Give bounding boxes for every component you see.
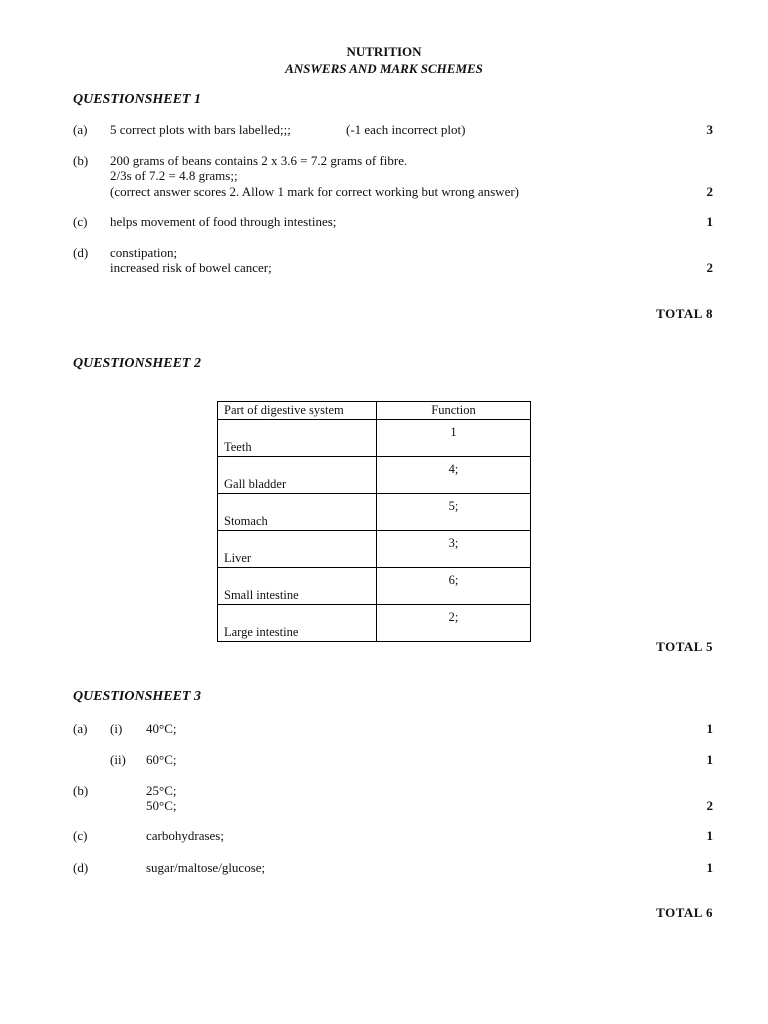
part-cell: Stomach (218, 494, 377, 531)
table-row (218, 457, 531, 494)
part-cell: Small intestine (218, 568, 377, 605)
questionsheet-3-heading: QUESTIONSHEET 3 (73, 689, 201, 704)
function-cell: 4; (377, 457, 531, 494)
q1-d-line-1: constipation; (110, 245, 178, 260)
table-row (218, 568, 531, 605)
q3-b-line-2: 50°C; (146, 798, 177, 813)
function-cell: 6; (377, 568, 531, 605)
q3-b-mark: 2 (706, 798, 713, 813)
q3-b-label: (b) (73, 783, 89, 798)
table-row (218, 605, 531, 642)
table-row (218, 531, 531, 568)
questionsheet-1-heading: QUESTIONSHEET 1 (73, 92, 201, 107)
q1-a-label: (a) (73, 122, 88, 137)
table-row (218, 420, 531, 457)
q3-c-mark: 1 (706, 828, 713, 843)
q1-b-line-3: (correct answer scores 2. Allow 1 mark for correct working but wrong answer) (110, 184, 519, 199)
q3-d-answer: sugar/maltose/glucose; (146, 860, 266, 875)
q3-c-answer: carbohydrases; (146, 828, 224, 843)
q1-d-line-2: increased risk of bowel cancer; (110, 260, 272, 275)
q3-a-i-mark: 1 (706, 721, 713, 736)
q1-c-answer: helps movement of food through intestines; (110, 214, 337, 229)
q1-a-answer: 5 correct plots with bars labelled;;; (110, 122, 291, 137)
q1-c-mark: 1 (706, 214, 713, 229)
digestive-system-table (217, 401, 531, 642)
q3-b-line-1: 25°C; (146, 783, 177, 798)
function-cell: 1 (377, 420, 531, 457)
function-cell: 2; (377, 605, 531, 642)
q3-a-i-label: (i) (110, 721, 123, 736)
q1-b-line-1: 200 grams of beans contains 2 x 3.6 = 7.2 grams of fibre. (110, 153, 408, 168)
q3-a-ii-mark: 1 (706, 752, 713, 767)
q2-total: TOTAL 5 (656, 639, 713, 654)
q1-a-mark: 3 (706, 122, 713, 137)
q3-d-mark: 1 (706, 860, 713, 875)
part-cell: Liver (218, 531, 377, 568)
part-cell: Gall bladder (218, 457, 377, 494)
q1-a-note: (-1 each incorrect plot) (346, 122, 466, 137)
q1-d-mark: 2 (706, 260, 713, 275)
function-cell: 5; (377, 494, 531, 531)
q3-total: TOTAL 6 (656, 905, 713, 920)
q1-total: TOTAL 8 (656, 306, 713, 321)
q3-a-ii-label: (ii) (110, 752, 126, 767)
q3-c-label: (c) (73, 828, 88, 843)
q1-b-line-2: 2/3s of 7.2 = 4.8 grams;; (110, 168, 238, 183)
document-title: NUTRITION (346, 44, 422, 59)
q1-b-mark: 2 (706, 184, 713, 199)
q1-b-label: (b) (73, 153, 89, 168)
questionsheet-2-heading: QUESTIONSHEET 2 (73, 356, 201, 371)
q1-d-label: (d) (73, 245, 89, 260)
table-row (218, 494, 531, 531)
q3-a-ii-answer: 60°C; (146, 752, 177, 767)
column-header-part: Part of digestive system (218, 402, 377, 420)
table-header-row (218, 402, 531, 420)
column-header-function: Function (377, 402, 531, 420)
q3-a-label: (a) (73, 721, 88, 736)
part-cell: Large intestine (218, 605, 377, 642)
function-cell: 3; (377, 531, 531, 568)
q3-d-label: (d) (73, 860, 89, 875)
part-cell: Teeth (218, 420, 377, 457)
document-subtitle: ANSWERS AND MARK SCHEMES (285, 61, 483, 76)
q1-c-label: (c) (73, 214, 88, 229)
q3-a-i-answer: 40°C; (146, 721, 177, 736)
